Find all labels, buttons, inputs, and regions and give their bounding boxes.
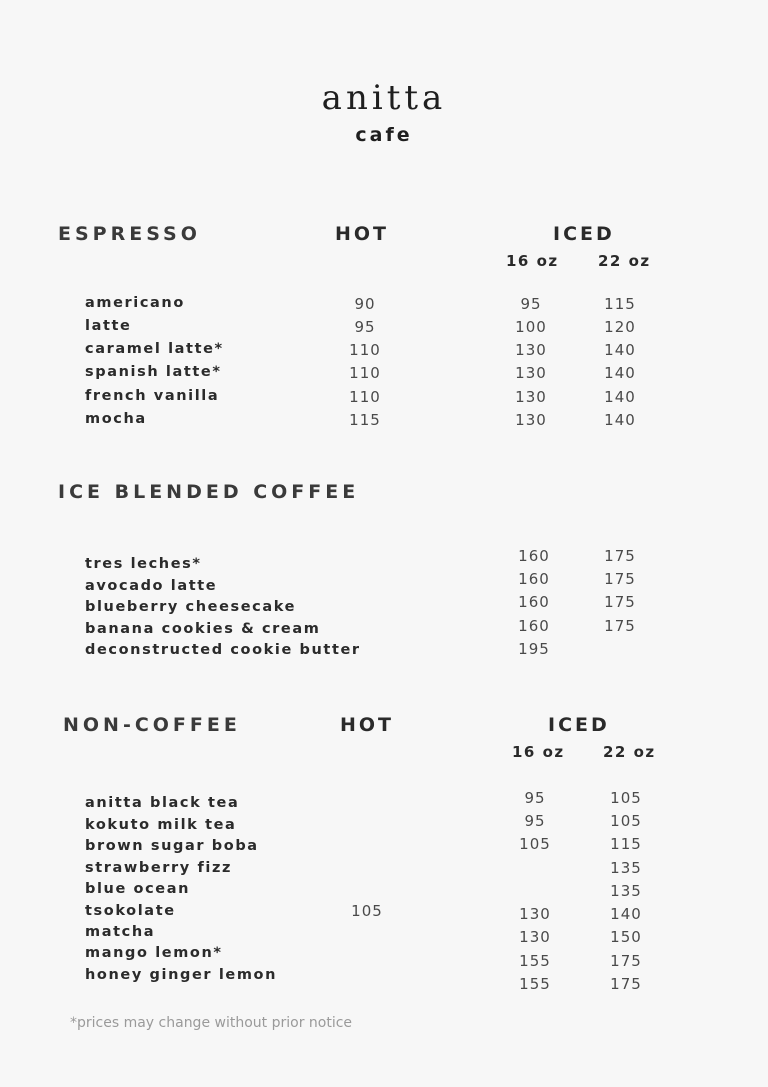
price-iced-22oz: 115 [604,295,636,313]
menu-item-name: spanish latte* [85,364,222,380]
price-22oz: 175 [604,593,636,611]
price-hot: 110 [349,364,381,382]
menu-item-name: kokuto milk tea [85,817,237,833]
price-hot: 90 [354,295,376,313]
price-iced-16oz: 95 [524,812,546,830]
price-22oz: 175 [604,547,636,565]
menu-item-name: tsokolate [85,903,176,919]
blended-section-title: ICE BLENDED COFFEE [58,481,360,503]
menu-item-name: french vanilla [85,388,220,404]
menu-item-name: anitta black tea [85,795,240,811]
price-16oz: 160 [518,570,550,588]
menu-item-name: caramel latte* [85,341,224,357]
noncoffee-size-22oz: 22 oz [603,743,656,761]
price-hot: 95 [354,318,376,336]
menu-item-name: avocado latte [85,578,218,594]
menu-item-name: mocha [85,411,147,427]
menu-item-name: blueberry cheesecake [85,599,297,615]
price-disclaimer: *prices may change without prior notice [70,1015,353,1031]
menu-item-name: mango lemon* [85,945,223,961]
noncoffee-iced-header: ICED [548,714,610,736]
price-iced-16oz: 155 [519,952,551,970]
espresso-size-22oz: 22 oz [598,252,651,270]
price-iced-22oz: 105 [610,812,642,830]
cafe-subtitle: cafe [355,124,413,146]
price-iced-16oz: 95 [520,295,542,313]
price-16oz: 195 [518,640,550,658]
price-iced-22oz: 140 [604,341,636,359]
price-iced-16oz: 100 [515,318,547,336]
menu-item-name: tres leches* [85,556,202,572]
price-iced-22oz: 115 [610,835,642,853]
price-iced-22oz: 120 [604,318,636,336]
menu-item-name: blue ocean [85,881,191,897]
menu-item-name: brown sugar boba [85,838,259,854]
menu-item-name: banana cookies & cream [85,621,321,637]
noncoffee-size-16oz: 16 oz [512,743,565,761]
price-iced-16oz: 130 [515,388,547,406]
price-hot: 105 [351,902,383,920]
menu-item-name: americano [85,295,185,311]
price-iced-22oz: 175 [610,952,642,970]
price-22oz: 175 [604,570,636,588]
price-iced-22oz: 135 [610,882,642,900]
price-16oz: 160 [518,593,550,611]
price-iced-22oz: 175 [610,975,642,993]
menu-item-name: deconstructed cookie butter [85,642,361,658]
price-iced-16oz: 130 [515,341,547,359]
espresso-section-title: ESPRESSO [58,223,201,245]
noncoffee-hot-header: HOT [340,714,395,736]
price-iced-22oz: 140 [610,905,642,923]
price-hot: 115 [349,411,381,429]
price-hot: 110 [349,388,381,406]
espresso-hot-header: HOT [335,223,390,245]
cafe-name: anitta [321,78,447,118]
espresso-size-16oz: 16 oz [506,252,559,270]
price-iced-22oz: 140 [604,411,636,429]
espresso-iced-header: ICED [553,223,615,245]
menu-item-name: strawberry fizz [85,860,233,876]
price-iced-16oz: 155 [519,975,551,993]
price-hot: 110 [349,341,381,359]
price-16oz: 160 [518,547,550,565]
price-iced-16oz: 130 [519,905,551,923]
price-iced-22oz: 140 [604,388,636,406]
price-iced-22oz: 135 [610,859,642,877]
menu-item-name: matcha [85,924,156,940]
price-iced-16oz: 105 [519,835,551,853]
price-iced-16oz: 130 [515,364,547,382]
price-iced-16oz: 130 [519,928,551,946]
price-iced-22oz: 150 [610,928,642,946]
menu-item-name: latte [85,318,132,334]
price-iced-16oz: 95 [524,789,546,807]
price-iced-22oz: 140 [604,364,636,382]
price-22oz: 175 [604,617,636,635]
price-iced-22oz: 105 [610,789,642,807]
menu-item-name: honey ginger lemon [85,967,278,983]
noncoffee-section-title: NON-COFFEE [63,714,241,736]
price-16oz: 160 [518,617,550,635]
price-iced-16oz: 130 [515,411,547,429]
